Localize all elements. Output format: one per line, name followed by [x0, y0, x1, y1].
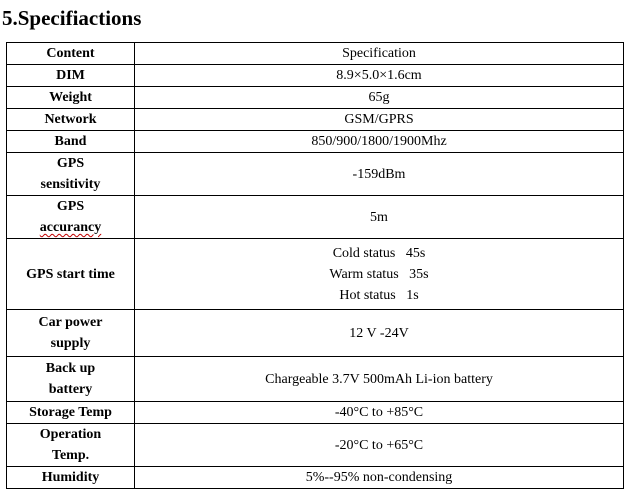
table-row-weight: [7, 87, 624, 109]
row-value-car-power-supply: 12 V -24V: [135, 310, 624, 357]
table-row-dim: [7, 65, 624, 87]
row-label-network: Network: [7, 109, 135, 131]
header-specification-cell: Specification: [135, 43, 624, 65]
row-label-operation-temp: Operation Temp.: [7, 424, 135, 467]
row-value-gps-start-time: Cold status 45s Warm status 35s Hot status 1s: [135, 239, 624, 310]
section-heading: 5.Specifiactions: [2, 6, 142, 30]
table-row-humidity: [7, 467, 624, 489]
table-row-band: [7, 131, 624, 153]
row-value-storage-temp: -40°C to +85°C: [135, 402, 624, 424]
row-value-network: GSM/GPRS: [135, 109, 624, 131]
table-row-gps-start-time: [7, 239, 624, 310]
header-content-cell: Content: [7, 43, 135, 65]
table-row-car-power-supply: [7, 310, 624, 357]
row-value-gps-sensitivity: -159dBm: [135, 153, 624, 196]
row-value-band: 850/900/1800/1900Mhz: [135, 131, 624, 153]
table-row-network: [7, 109, 624, 131]
row-value-humidity: 5%--95% non-condensing: [135, 467, 624, 489]
row-label-weight: Weight: [7, 87, 135, 109]
row-value-operation-temp: -20°C to +65°C: [135, 424, 624, 467]
table-row-storage-temp: [7, 402, 624, 424]
table-header-row: [7, 43, 624, 65]
row-label-gps-sensitivity: GPS sensitivity: [7, 153, 135, 196]
row-label-dim: DIM: [7, 65, 135, 87]
row-label-gps-accuracy: GPS accurancy: [7, 196, 135, 239]
row-value-gps-accuracy: 5m: [135, 196, 624, 239]
row-label-backup-battery: Back up battery: [7, 357, 135, 402]
row-label-humidity: Humidity: [7, 467, 135, 489]
row-label-gps-start-time: GPS start time: [7, 239, 135, 310]
spellcheck-word: accurancy: [39, 220, 102, 235]
row-value-dim: 8.9×5.0×1.6cm: [135, 65, 624, 87]
row-label-band: Band: [7, 131, 135, 153]
row-value-backup-battery: Chargeable 3.7V 500mAh Li-ion battery: [135, 357, 624, 402]
table-row-backup-battery: [7, 357, 624, 402]
table-row-gps-accuracy: [7, 196, 624, 239]
table-row-operation-temp: [7, 424, 624, 467]
table-row-gps-sensitivity: [7, 153, 624, 196]
row-value-weight: 65g: [135, 87, 624, 109]
row-label-storage-temp: Storage Temp: [7, 402, 135, 424]
specifications-table: [6, 42, 624, 489]
row-label-car-power-supply: Car power supply: [7, 310, 135, 357]
